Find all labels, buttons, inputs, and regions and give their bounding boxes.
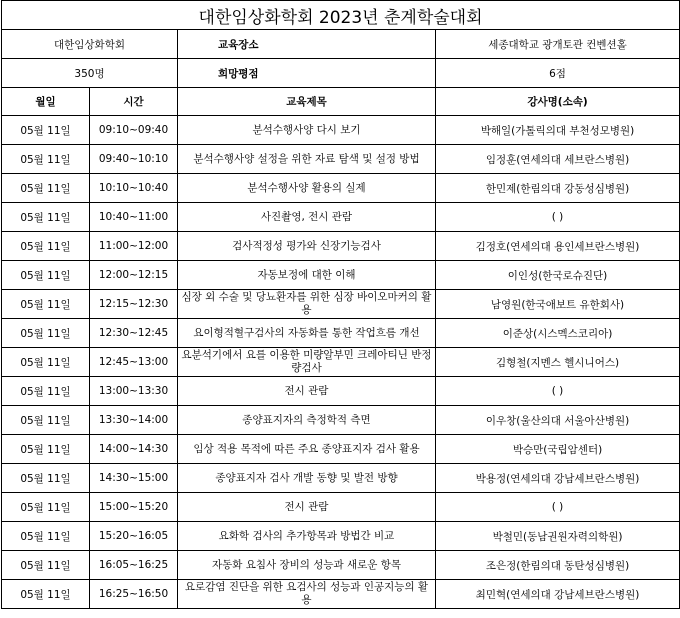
cell-topic: 전시 관람: [178, 493, 436, 522]
table-row: [2, 348, 680, 377]
cell-time: 12:15~12:30: [90, 290, 178, 319]
cell-time: 12:45~13:00: [90, 348, 178, 377]
cell-date: 05월 11일: [2, 435, 90, 464]
header-speaker: 강사명(소속): [436, 88, 680, 116]
table-row: [2, 580, 680, 609]
cell-speaker: 한민제(한림의대 강동성심병원): [436, 174, 680, 203]
cell-topic: 임상 적용 목적에 따른 주요 종양표지자 검사 활용: [178, 435, 436, 464]
cell-time: 11:00~12:00: [90, 232, 178, 261]
cell-time: 09:10~09:40: [90, 116, 178, 145]
cell-date: 05월 11일: [2, 551, 90, 580]
cell-date: 05월 11일: [2, 580, 90, 609]
cell-time: 12:30~12:45: [90, 319, 178, 348]
cell-speaker: ( ): [436, 203, 680, 232]
cell-date: 05월 11일: [2, 493, 90, 522]
table-row: [2, 493, 680, 522]
header-topic: 교육제목: [178, 88, 436, 116]
cell-time: 16:05~16:25: [90, 551, 178, 580]
cell-topic: 분석수행사양 설정을 위한 자료 탐색 및 설정 방법: [178, 145, 436, 174]
cell-date: 05월 11일: [2, 377, 90, 406]
cell-date: 05월 11일: [2, 261, 90, 290]
table-row: [2, 435, 680, 464]
cell-date: 05월 11일: [2, 203, 90, 232]
cell-time: 10:10~10:40: [90, 174, 178, 203]
cell-date: 05월 11일: [2, 174, 90, 203]
cell-date: 05월 11일: [2, 232, 90, 261]
cell-topic: 검사적정성 평가와 신장기능검사: [178, 232, 436, 261]
schedule-sheet: [1, 0, 679, 609]
cell-date: 05월 11일: [2, 290, 90, 319]
cell-time: 09:40~10:10: [90, 145, 178, 174]
organizer-value: 대한임상화학회: [2, 30, 178, 59]
cell-speaker: 김형철(지멘스 헬시니어스): [436, 348, 680, 377]
title-row: [2, 1, 680, 30]
cell-date: 05월 11일: [2, 406, 90, 435]
cell-topic: 자동보정에 대한 이해: [178, 261, 436, 290]
table-row: [2, 406, 680, 435]
cell-topic: 요로감염 진단을 위한 요검사의 성능과 인공지능의 활용: [178, 580, 436, 609]
cell-speaker: 김정호(연세의대 용인세브란스병원): [436, 232, 680, 261]
credits-value: 6점: [436, 59, 680, 88]
capacity-value: 350명: [2, 59, 178, 88]
table-row: [2, 174, 680, 203]
cell-topic: 전시 관람: [178, 377, 436, 406]
cell-time: 15:20~16:05: [90, 522, 178, 551]
table-row: [2, 232, 680, 261]
cell-date: 05월 11일: [2, 522, 90, 551]
cell-time: 13:30~14:00: [90, 406, 178, 435]
credits-label: 희망평점: [178, 59, 436, 88]
cell-speaker: 이인성(한국로슈진단): [436, 261, 680, 290]
cell-topic: 분석수행사양 다시 보기: [178, 116, 436, 145]
cell-speaker: 이우창(울산의대 서울아산병원): [436, 406, 680, 435]
cell-time: 14:00~14:30: [90, 435, 178, 464]
cell-time: 10:40~11:00: [90, 203, 178, 232]
cell-date: 05월 11일: [2, 116, 90, 145]
cell-time: 16:25~16:50: [90, 580, 178, 609]
cell-topic: 자동화 요침사 장비의 성능과 새로운 항목: [178, 551, 436, 580]
table-row: [2, 261, 680, 290]
info-row-capacity: [2, 59, 680, 88]
cell-speaker: 임정훈(연세의대 세브란스병원): [436, 145, 680, 174]
cell-time: 14:30~15:00: [90, 464, 178, 493]
cell-topic: 사진촬영, 전시 관람: [178, 203, 436, 232]
cell-topic: 종양표지자 검사 개발 동향 및 발전 방향: [178, 464, 436, 493]
cell-speaker: 남영원(한국애보트 유한회사): [436, 290, 680, 319]
cell-speaker: ( ): [436, 377, 680, 406]
cell-topic: 종양표지자의 측정학적 측면: [178, 406, 436, 435]
cell-date: 05월 11일: [2, 348, 90, 377]
cell-time: 12:00~12:15: [90, 261, 178, 290]
table-row: [2, 145, 680, 174]
table-row: [2, 290, 680, 319]
header-date: 월일: [2, 88, 90, 116]
table-row: [2, 551, 680, 580]
table-row: [2, 522, 680, 551]
cell-speaker: 조은정(한림의대 동탄성심병원): [436, 551, 680, 580]
table-row: [2, 203, 680, 232]
venue-value: 세종대학교 광개토관 컨벤션홀: [436, 30, 680, 59]
cell-time: 13:00~13:30: [90, 377, 178, 406]
cell-time: 15:00~15:20: [90, 493, 178, 522]
cell-date: 05월 11일: [2, 464, 90, 493]
table-row: [2, 464, 680, 493]
table-row: [2, 116, 680, 145]
column-header-row: [2, 88, 680, 116]
cell-speaker: 이준상(시스멕스코리아): [436, 319, 680, 348]
cell-date: 05월 11일: [2, 319, 90, 348]
schedule-table: [1, 0, 680, 609]
cell-topic: 심장 외 수술 및 당뇨환자를 위한 심장 바이오마커의 활용: [178, 290, 436, 319]
table-row: [2, 377, 680, 406]
cell-topic: 요분석기에서 요를 이용한 미량알부민 크레아티닌 반정량검사: [178, 348, 436, 377]
cell-topic: 분석수행사양 활용의 실제: [178, 174, 436, 203]
cell-speaker: 최민혁(연세의대 강남세브란스병원): [436, 580, 680, 609]
cell-speaker: 박철민(동남권원자력의학원): [436, 522, 680, 551]
cell-speaker: 박용정(연세의대 강남세브란스병원): [436, 464, 680, 493]
info-row-venue: [2, 30, 680, 59]
cell-topic: 요화학 검사의 추가항목과 방법간 비교: [178, 522, 436, 551]
venue-label: 교육장소: [178, 30, 436, 59]
cell-speaker: ( ): [436, 493, 680, 522]
header-time: 시간: [90, 88, 178, 116]
page-title: 대한임상화학회 2023년 춘계학술대회: [2, 1, 680, 30]
cell-speaker: 박승만(국립암센터): [436, 435, 680, 464]
cell-date: 05월 11일: [2, 145, 90, 174]
cell-speaker: 박해일(가톨릭의대 부천성모병원): [436, 116, 680, 145]
table-row: [2, 319, 680, 348]
cell-topic: 요이형적혈구검사의 자동화를 통한 작업흐름 개선: [178, 319, 436, 348]
